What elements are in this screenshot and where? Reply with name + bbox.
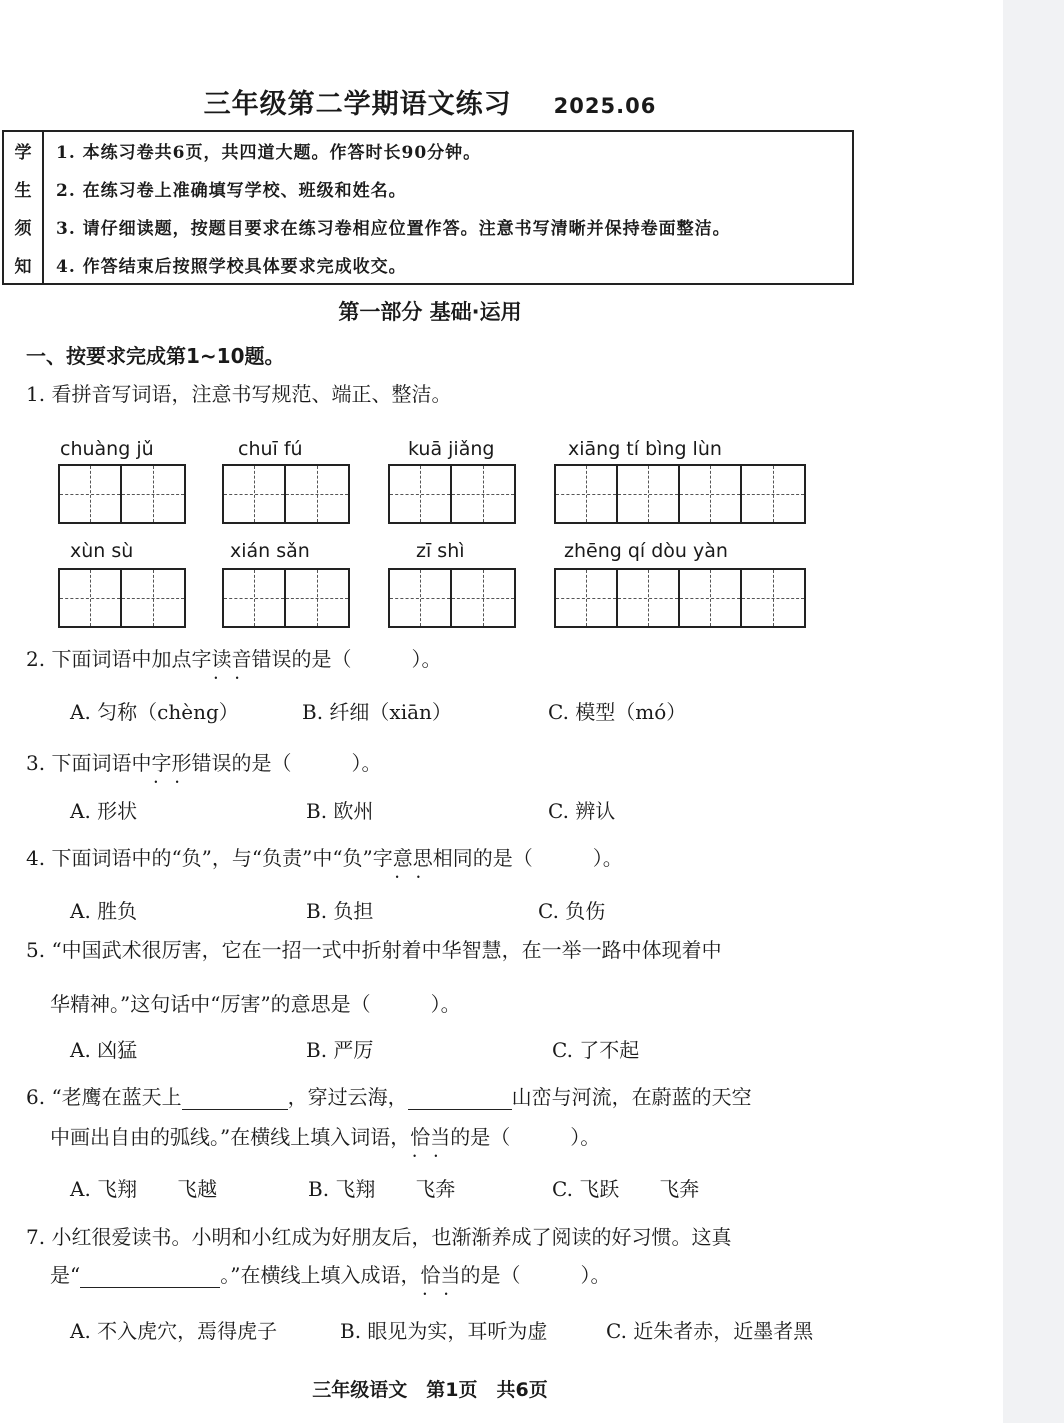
notice-line: 4. 作答结束后按照学校具体要求完成收交。 (56, 256, 407, 277)
option-b[interactable]: B. 眼见为实，耳听为虚 (340, 1319, 548, 1343)
page-footer: 三年级语文 第1页 共6页 (312, 1379, 548, 1401)
question-text: 3. 下面词语中 (26, 751, 152, 775)
pinyin-label: xiāng tí bìng lùn (568, 438, 722, 460)
section-title: 一、按要求完成第1~10题。 (26, 344, 285, 368)
notice-label-char: 知 (14, 256, 32, 277)
question-3 (26, 747, 381, 776)
question-text: 6. “老鹰在蓝天上 (26, 1085, 182, 1109)
option-c[interactable]: C. 近朱者赤，近墨者黑 (606, 1319, 814, 1343)
question-5-line-1: 5. “中国武术很厉害，它在一招一式中折射着中华智慧，在一举一路中体现着中 (26, 938, 722, 962)
question-4 (26, 842, 623, 871)
option-c[interactable]: C. 负伤 (538, 899, 606, 923)
question-6-line-1 (26, 1081, 752, 1110)
question-6-line-2 (50, 1121, 600, 1150)
question-text: 的是（ ）。 (231, 751, 382, 775)
notice-label-char: 学 (14, 143, 32, 164)
pinyin-label: xián sǎn (230, 540, 310, 562)
notice-label-char: 须 (14, 218, 32, 239)
answer-blank[interactable] (80, 1267, 220, 1288)
option-b[interactable]: B. 负担 (306, 899, 374, 923)
question-text: 的是（ ）。 (450, 1125, 601, 1149)
option-c[interactable]: C. 辨认 (548, 799, 616, 823)
exam-title (0, 82, 860, 121)
question-text: 的是（ ）。 (460, 1263, 611, 1287)
side-margin (1003, 0, 1064, 1423)
option-a[interactable]: A. 胜负 (70, 899, 138, 923)
option-a[interactable]: A. 凶猛 (70, 1038, 138, 1062)
option-a[interactable]: A. 形状 (70, 799, 138, 823)
part-title: 第一部分 基础·运用 (338, 300, 522, 324)
question-text: 中画出自由的弧线。”在横线上填入词语， (50, 1125, 411, 1149)
option-c[interactable]: C. 模型（mó） (548, 700, 687, 724)
writing-box[interactable] (58, 568, 186, 628)
question-5-line-2: 华精神。”这句话中“厉害”的意思是（ ）。 (50, 992, 461, 1016)
question-text: 是“ (50, 1263, 81, 1287)
question-text: 。”在横线上填入成语， (220, 1263, 421, 1287)
option-c[interactable]: C. 飞跃 飞奔 (552, 1177, 700, 1201)
question-2 (26, 643, 441, 672)
question-text: ，穿过云海， (287, 1085, 408, 1109)
title-text: 三年级第二学期语文练习 (203, 89, 512, 120)
option-b[interactable]: B. 飞翔 飞奔 (308, 1177, 456, 1201)
option-a[interactable]: A. 飞翔 飞越 (70, 1177, 218, 1201)
question-text: 的是（ ）。 (472, 846, 623, 870)
question-text: 2. 下面词语中加点字 (26, 647, 212, 671)
option-c[interactable]: C. 了不起 (552, 1038, 640, 1062)
answer-blank[interactable] (408, 1089, 512, 1110)
notice-line: 1. 本练习卷共6页，共四道大题。作答时长90分钟。 (56, 143, 482, 164)
emphasis-text: 恰当 • • (410, 1125, 450, 1149)
writing-box[interactable] (554, 464, 806, 524)
student-notice-box (2, 130, 854, 285)
pinyin-label: zī shì (416, 540, 465, 562)
pinyin-label: zhēng qí dòu yàn (564, 540, 728, 562)
writing-box[interactable] (222, 464, 350, 524)
writing-box[interactable] (554, 568, 806, 628)
answer-blank[interactable] (182, 1089, 288, 1110)
option-a[interactable]: A. 匀称（chèng） (70, 700, 239, 724)
pinyin-label: chuàng jǔ (60, 438, 154, 460)
emphasis-text: 恰当 • • (420, 1263, 460, 1287)
emphasis-text: 读音错误 • • (211, 647, 291, 671)
notice-label-char: 生 (14, 181, 32, 202)
writing-box[interactable] (222, 568, 350, 628)
notice-lines (44, 132, 852, 283)
option-a[interactable]: A. 不入虎穴，焉得虎子 (70, 1319, 278, 1343)
question-text: 的是（ ）。 (291, 647, 442, 671)
question-7-line-2 (50, 1259, 610, 1288)
pinyin-label: chuī fú (238, 438, 303, 460)
question-text: 山峦与河流，在蔚蓝的天空 (511, 1085, 752, 1109)
question-text: 4. 下面词语中的“负”，与“负责”中“负”字 (26, 846, 393, 870)
question-1: 1. 看拼音写词语，注意书写规范、端正、整洁。 (26, 382, 452, 406)
writing-box[interactable] (58, 464, 186, 524)
notice-line: 3. 请仔细读题，按题目要求在练习卷相应位置作答。注意书写清晰并保持卷面整洁。 (56, 218, 731, 239)
pinyin-label: xùn sù (70, 540, 134, 562)
emphasis-text: 意思相同 • • (393, 846, 473, 870)
writing-box[interactable] (388, 568, 516, 628)
pinyin-label: kuā jiǎng (408, 438, 495, 460)
option-b[interactable]: B. 纤细（xiān） (302, 700, 452, 724)
notice-line: 2. 在练习卷上准确填写学校、班级和姓名。 (56, 181, 407, 202)
emphasis-text: 字形错误 • • (151, 751, 231, 775)
notice-label (4, 132, 44, 283)
option-b[interactable]: B. 严厉 (306, 1038, 374, 1062)
exam-date: 2025.06 (553, 94, 657, 118)
question-7-line-1: 7. 小红很爱读书。小明和小红成为好朋友后，也渐渐养成了阅读的好习惯。这真 (26, 1225, 732, 1249)
writing-box[interactable] (388, 464, 516, 524)
option-b[interactable]: B. 欧州 (306, 799, 374, 823)
